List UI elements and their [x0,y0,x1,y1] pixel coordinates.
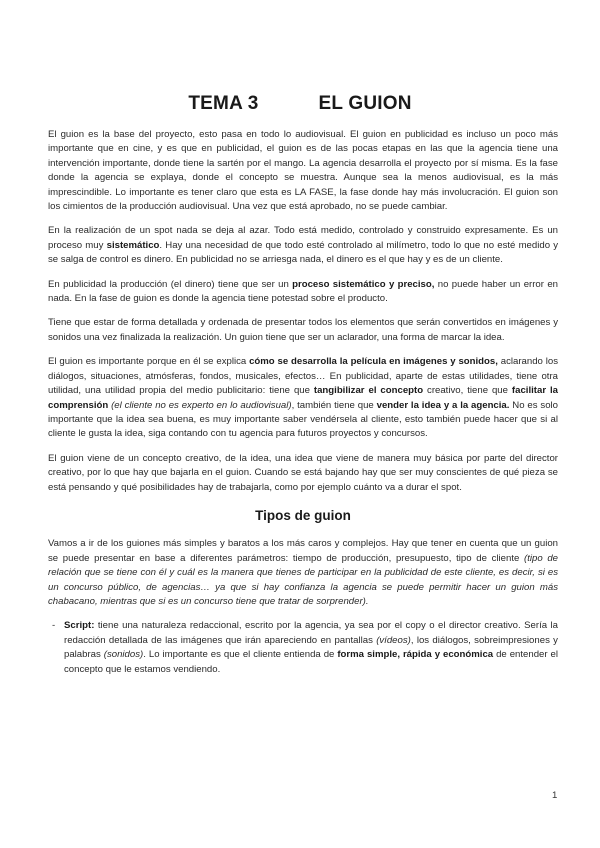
paragraph [48,537,558,609]
text-run: no puede haber un error en nada. En la fase de guion es donde la agencia tiene potestad sobre el producto. [48,278,558,305]
paragraph [48,224,558,267]
bold-text: forma simple, rápida y económica [337,649,494,661]
text-run: Vamos a ir de los guiones más simples y baratos a los más caros y complejos. Hay que tener en cuenta que un guion se puede presentar en base a diferentes parámetros: tiempo de producción, presupuesto, tipo de cliente [48,538,558,564]
bold-text: Script: [64,620,95,632]
bold-text: proceso sistemático y preciso, [292,278,435,290]
bold-text: vender la idea y a la agencia. [376,399,510,411]
text-run: de entender el concepto que le estamos vendiendo. [64,649,559,675]
italic-text: (sonidos) [103,649,144,661]
page-title [0,93,600,115]
text-run: , los diálogos, sobreimpresiones y palabras [64,634,558,661]
list-item [52,619,558,677]
text-run: . Hay una necesidad de que todo esté controlado al milímetro, todo lo que no esté medido y se salga de control es dinero. En publicidad no se arriesga nada, el dinero es el que hay y es de un cliente. [48,239,559,266]
bullet-dash: - [52,620,56,632]
tema-label: TEMA 3 [188,93,259,114]
bold-text: cómo se desarrolla la película en imágenes y sonidos, [249,356,498,368]
text-run: . Lo importante es que el cliente entienda de [143,649,338,661]
italic-text: (tipo de relación que se tiene con él y cuál es la manera que tienes de participar en la publicidad de este cliente, es decir, si es un concurso público, de agencias… ya que si hay confianza la agencia se puede permitir hacer un guion más chabacano, mientras que si es un concurso tiene que tratar de sorprender). [48,552,559,607]
bold-text: tangibilizar el concepto [313,385,424,397]
paragraph [48,355,558,441]
bold-text: sistemático [106,239,160,251]
text-run: , también tiene que [291,399,377,411]
text-run: tiene una naturaleza redaccional, escrito por la agencia, ya sea por el copy o el director creativo. Sería la redacción detallada de las imágenes que irán apareciendo en pantallas [64,620,558,646]
chapter-title: EL GUION [318,93,412,114]
paragraph: Tiene que estar de forma detallada y ordenada de presentar todos los elementos que serán convertidos en imágenes y sonidos una vez finalizada la realización. Un guion tiene que ser un aclarador, una forma de marcar la idea. [48,317,558,343]
list-item-text [64,619,558,677]
body-text [48,128,558,677]
paragraph: El guion viene de un concepto creativo, de la idea, una idea que viene de manera muy básica por parte del director creativo, por lo que hay que bajarla en el guion. Cuando se está bajando hay que ser muy conscientes de qué pieza se está pensando y qué posibilidades hay de trabajarla, como por ejemplo cuánto va a durar el spot. [48,452,558,493]
text-run: En la realización de un spot nada se deja al azar. Todo está medido, controlado y construido expresamente. Es un proceso muy [48,225,558,251]
text-run: En publicidad la producción (el dinero) tiene que ser un [48,278,293,290]
italic-text: (vídeos) [376,634,411,646]
section-title: Tipos de guion [255,507,351,523]
paragraph [48,278,558,307]
bold-text: facilitar la comprensión [48,385,558,411]
paragraph: El guion es la base del proyecto, esto pasa en todo lo audiovisual. El guion en publicidad es incluso un poco más importante que en cine, y es que en publicidad, el guion es de las pocas etapas en las que la agencia tiene una intervención importante, donde tiene la sartén por el mango. La agencia desarrolla el proyecto por sí misma. Es la fase donde la agencia se explaya, donde el concepto se muestra. Aunque sea la menos audiovisual, es la más imprescindible. Lo importante es tener claro que esta es LA FASE, la fase donde hay más involucración. El guion son los cimientos de la producción audiovisual. Una vez que está aprobado, no se puede cambiar. [48,129,558,213]
text-run: El guion es importante porque en él se explica [48,356,250,368]
text-run: aclarando los diálogos, situaciones, atmósferas, fondos, musicales, efectos… En publicidad, aparte de estas utilidades, tiene otra utilidad, una utilidad propia del medio publicitario: tiene que [48,356,558,397]
text-run: No es solo importante que la idea sea buena, es muy importante saber vendérsela al cliente, esto también puede hacer que si al cliente le gusta la idea, siga contando con tu agencia para futuros proyectos y concursos. [48,399,559,440]
text-run: creativo, tiene que [423,385,512,397]
page-number: 1 [552,790,558,801]
italic-text: (el cliente no es experto en lo audiovisual) [108,399,292,411]
